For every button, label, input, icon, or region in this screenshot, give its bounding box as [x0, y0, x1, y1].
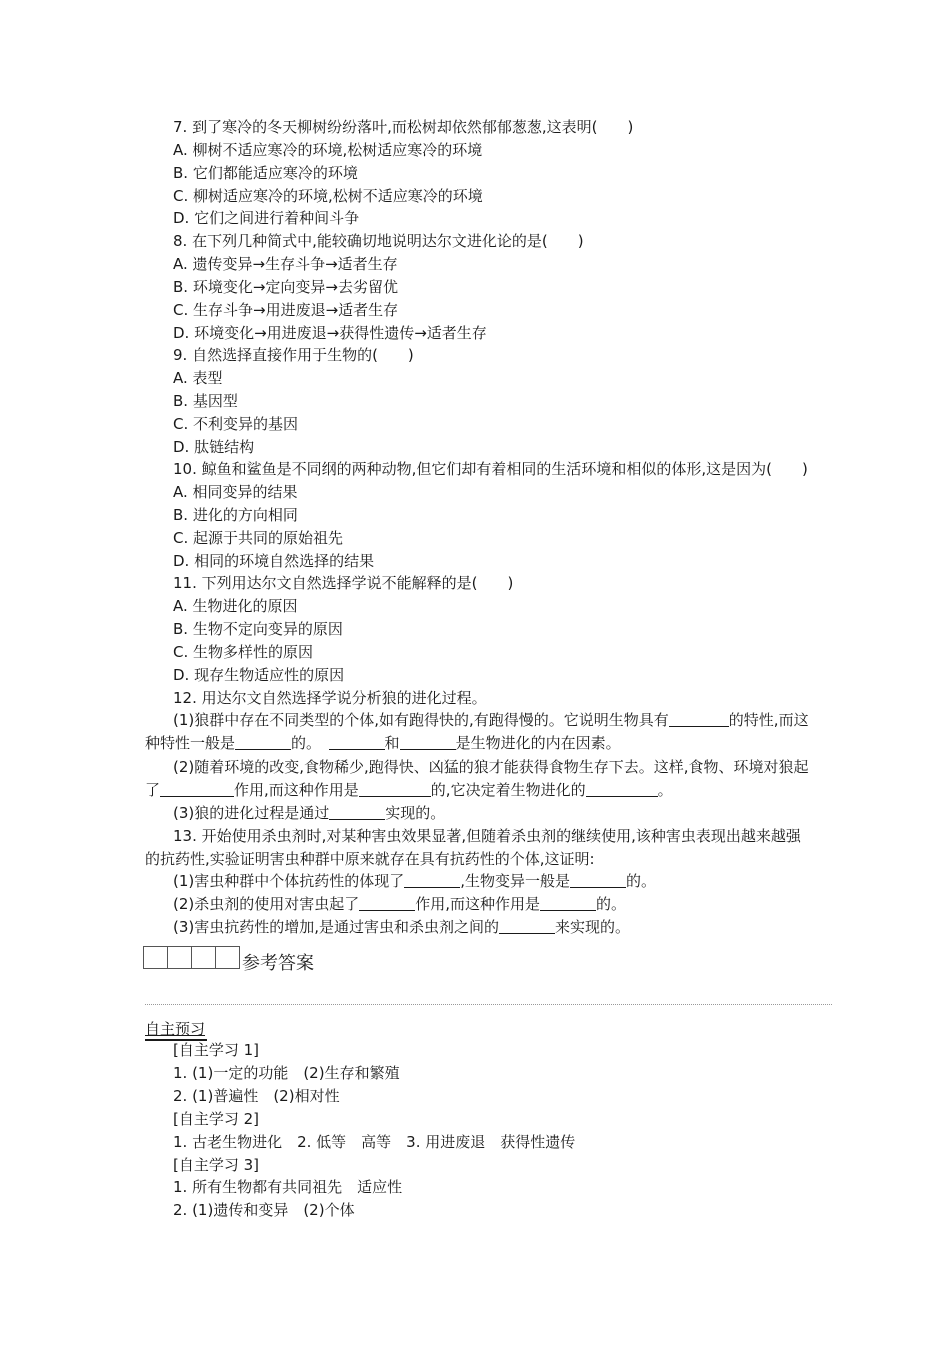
answer-blank[interactable]: [359, 780, 431, 797]
question-13-stem-line2: 的抗药性,实验证明害虫种群中原来就存在具有抗药性的个体,这证明:: [145, 850, 595, 868]
answer-blank[interactable]: [329, 803, 385, 820]
decorative-box: [167, 946, 192, 969]
option-7d: D. 它们之间进行着种间斗争: [173, 209, 360, 227]
decorative-box: [191, 946, 216, 969]
question-13-stem-line1: 13. 开始使用杀虫剂时,对某种害虫效果显著,但随着杀虫剂的继续使用,该种害虫表现出越来越强: [173, 827, 801, 845]
option-11d: D. 现存生物适应性的原因: [173, 666, 345, 684]
answer-blank[interactable]: [404, 871, 460, 888]
question-11-stem: 11. 下列用达尔文自然选择学说不能解释的是( ): [173, 574, 514, 592]
answer-blank[interactable]: [540, 894, 596, 911]
option-10a: A. 相同变异的结果: [173, 483, 298, 501]
answer-line: 2. (1)普遍性 (2)相对性: [173, 1087, 340, 1105]
option-11b: B. 生物不定向变异的原因: [173, 620, 343, 638]
answer-blank[interactable]: [160, 780, 234, 797]
q12-part1-line1: (1)狼群中存在不同类型的个体,如有跑得快的,有跑得慢的。它说明生物具有 的特性,而这: [173, 711, 809, 729]
option-8d: D. 环境变化→用进废退→获得性遗传→适者生存: [173, 324, 487, 342]
option-10b: B. 进化的方向相同: [173, 506, 298, 524]
question-8-stem: 8. 在下列几种简式中,能较确切地说明达尔文进化论的是( ): [173, 232, 584, 250]
answer-blank[interactable]: [586, 780, 658, 797]
decorative-box: [215, 946, 240, 969]
answer-blank[interactable]: [329, 733, 385, 750]
option-9a: A. 表型: [173, 369, 223, 387]
answer-blank[interactable]: [400, 733, 456, 750]
option-8b: B. 环境变化→定向变异→去劣留优: [173, 278, 398, 296]
answer-blank[interactable]: [359, 894, 415, 911]
option-10c: C. 起源于共同的原始祖先: [173, 529, 344, 547]
answer-blank[interactable]: [499, 917, 555, 934]
question-10-stem: 10. 鲸鱼和鲨鱼是不同纲的两种动物,但它们却有着相同的生活环境和相似的体形,这是因为( ): [173, 460, 808, 478]
option-10d: D. 相同的环境自然选择的结果: [173, 552, 375, 570]
answer-line: 1. (1)一定的功能 (2)生存和繁殖: [173, 1064, 400, 1082]
answer-heading-2: [自主学习 2]: [173, 1110, 260, 1128]
option-9b: B. 基因型: [173, 392, 238, 410]
option-7a: A. 柳树不适应寒冷的环境,松树适应寒冷的环境: [173, 141, 483, 159]
answer-line: 1. 古老生物进化 2. 低等 高等 3. 用进废退 获得性遗传: [173, 1133, 576, 1151]
q12-part3: (3)狼的进化过程是通过 实现的。: [173, 804, 446, 822]
q12-part1-line2: 种特性一般是 的。 和 是生物进化的内在因素。: [145, 734, 621, 752]
option-8c: C. 生存斗争→用进废退→适者生存: [173, 301, 399, 319]
answer-blank[interactable]: [570, 871, 626, 888]
option-7b: B. 它们都能适应寒冷的环境: [173, 164, 358, 182]
answer-heading-3: [自主学习 3]: [173, 1156, 260, 1174]
q13-part2: (2)杀虫剂的使用对害虫起了 作用,而这种作用是 的。: [173, 895, 627, 913]
answer-blank[interactable]: [669, 710, 729, 727]
q13-part1: (1)害虫种群中个体抗药性的体现了 ,生物变异一般是 的。: [173, 872, 657, 890]
q12-part2-line1: (2)随着环境的改变,食物稀少,跑得快、凶猛的狼才能获得食物生存下去。这样,食物、环境对狼起: [173, 758, 809, 776]
answer-line: 1. 所有生物都有共同祖先 适应性: [173, 1178, 403, 1196]
decorative-boxes: [143, 946, 239, 970]
decorative-box: [143, 946, 168, 969]
option-11a: A. 生物进化的原因: [173, 597, 298, 615]
question-12-stem: 12. 用达尔文自然选择学说分析狼的进化过程。: [173, 689, 487, 707]
answer-line: 2. (1)遗传和变异 (2)个体: [173, 1201, 355, 1219]
reference-answers-title: 参考答案: [242, 953, 314, 974]
option-9c: C. 不利变异的基因: [173, 415, 299, 433]
answer-heading-1: [自主学习 1]: [173, 1041, 260, 1059]
option-7c: C. 柳树适应寒冷的环境,松树不适应寒冷的环境: [173, 187, 483, 205]
option-11c: C. 生物多样性的原因: [173, 643, 314, 661]
question-9-stem: 9. 自然选择直接作用于生物的( ): [173, 346, 414, 364]
option-9d: D. 肽链结构: [173, 438, 255, 456]
q12-part2-line2: 了 作用,而这种作用是 的,它决定着生物进化的 。: [145, 781, 673, 799]
dotted-divider: [145, 1004, 832, 1005]
answer-blank[interactable]: [235, 733, 291, 750]
option-8a: A. 遗传变异→生存斗争→适者生存: [173, 255, 398, 273]
section-title: 自主预习: [145, 1020, 206, 1038]
question-7-stem: 7. 到了寒冷的冬天柳树纷纷落叶,而松树却依然郁郁葱葱,这表明( ): [173, 118, 634, 136]
q13-part3: (3)害虫抗药性的增加,是通过害虫和杀虫剂之间的 来实现的。: [173, 918, 631, 936]
